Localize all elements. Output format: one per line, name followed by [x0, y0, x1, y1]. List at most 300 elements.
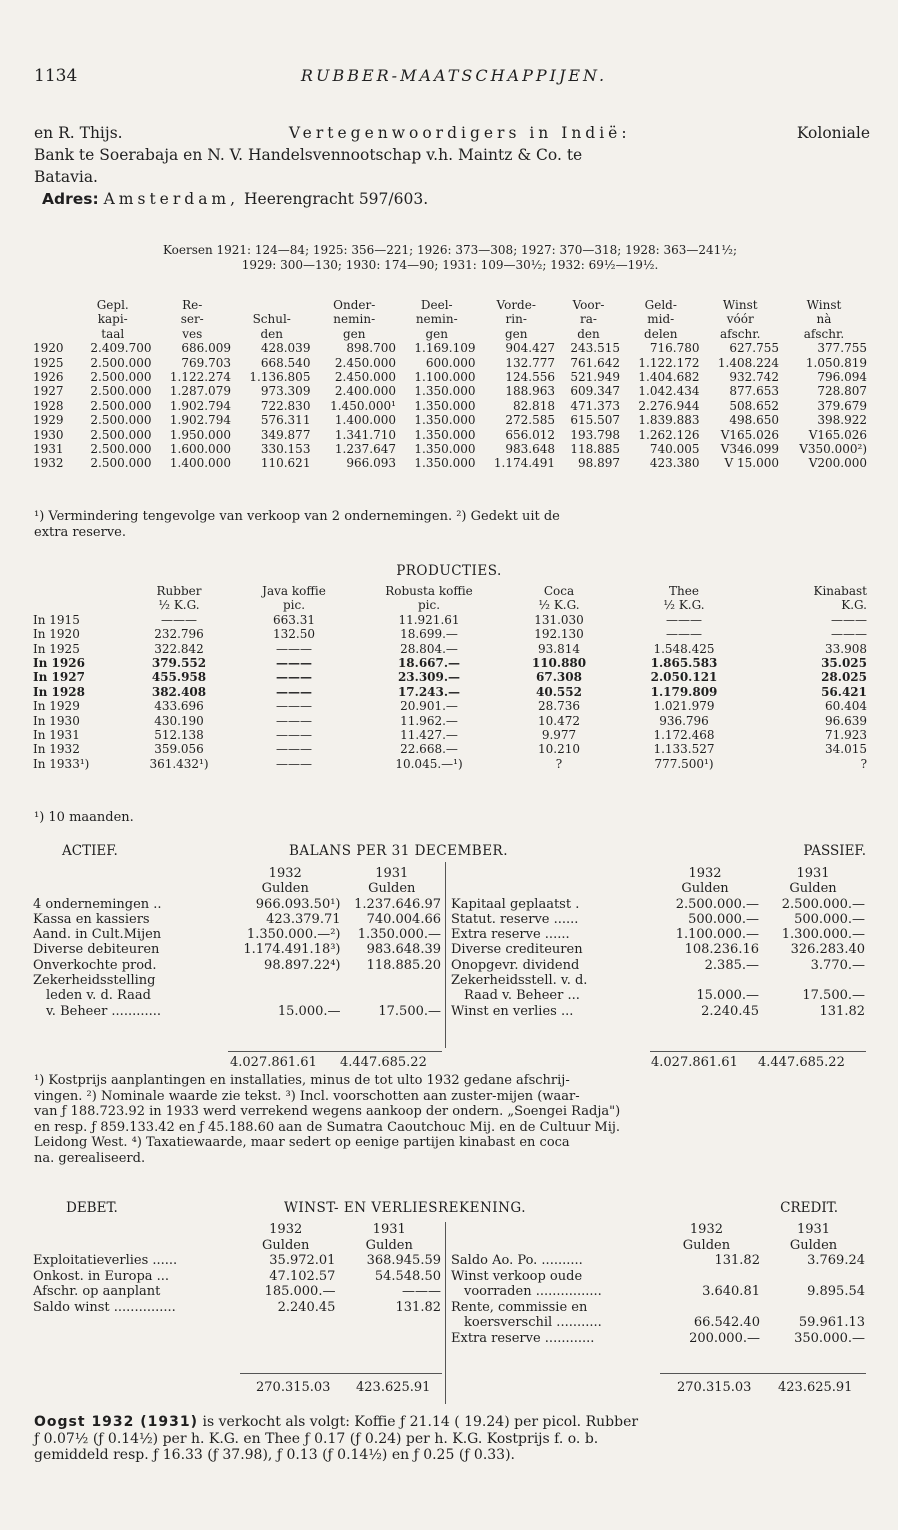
- intro-line1-a: en R. Thijs.: [34, 124, 123, 142]
- productions-cell: 10.210: [538, 742, 580, 757]
- productions-header-cell: ½ K.G.: [158, 598, 200, 613]
- unit-header-blank: [450, 1238, 652, 1254]
- financial-cell: 1.169.109: [414, 341, 476, 356]
- financial-cell: 1930: [33, 427, 64, 442]
- financial-cell: 686.009: [181, 341, 231, 356]
- pl-credit-cell: 131.82: [714, 1253, 760, 1268]
- balance-actief-row: [32, 958, 442, 973]
- financial-cell: 1.400.000: [334, 413, 396, 428]
- productions-cell: 512.138: [154, 728, 204, 743]
- balance-passief-cell: Winst en verlies ...: [451, 1003, 574, 1019]
- balance-passief-row: [450, 942, 866, 957]
- address-label: Adres:: [42, 190, 99, 208]
- balance-actief-cell: 1.350.000.—: [357, 927, 441, 943]
- financial-cell: 1.350.000: [414, 384, 476, 399]
- koersen-line1: Koersen 1921: 124—84; 1925: 356—221; 1926: 373—308; 1927: 370—318; 1928: 363—241½;: [162, 243, 737, 257]
- balance-passief-cell: 2.500.000.—: [781, 896, 865, 912]
- productions-cell: ———: [276, 656, 312, 671]
- pl-debet-row: [32, 1253, 442, 1269]
- balance-actief-cell: leden v. d. Raad: [46, 988, 151, 1004]
- productions-cell: ———: [276, 728, 312, 743]
- balance-actief-cell: Zekerheidsstelling: [33, 973, 156, 989]
- pl-title-row: [34, 1200, 866, 1218]
- balance-passief-cell: 131.82: [819, 1003, 865, 1019]
- harvest-line3: gemiddeld resp. ƒ 16.33 (ƒ 37.98), ƒ 0.13 (ƒ 0.14½) en ƒ 0.25 (ƒ 0.33).: [34, 1447, 516, 1463]
- balance-actief-row: [32, 988, 442, 1003]
- balance-total-rule-left: [228, 1051, 442, 1052]
- pl-debet-cell: Exploitatieverlies ......: [33, 1253, 178, 1268]
- balance-passief-cell: Kapitaal geplaatst .: [451, 896, 580, 912]
- financial-cell: 2.500.000: [90, 398, 152, 413]
- pl-credit-cell: Extra reserve ............: [451, 1330, 595, 1346]
- balance-passief-cell: 326.283.40: [790, 942, 865, 958]
- year-header-row: [450, 1222, 866, 1238]
- financial-cell: 1.050.819: [805, 355, 867, 370]
- productions-cell: In 1915: [33, 612, 80, 627]
- pl-debet-cell: 131.82: [395, 1299, 441, 1315]
- financial-header-row: [32, 298, 868, 312]
- balance-footnotes: [34, 1073, 866, 1166]
- balance-passief-cell: 1.300.000.—: [781, 927, 865, 943]
- productions-header-cell: pic.: [417, 598, 441, 613]
- year-header-row: [450, 866, 866, 881]
- balance-passief-cell: Raad v. Beheer ...: [464, 988, 580, 1004]
- pl-credit-cell: 3.640.81: [702, 1284, 760, 1299]
- productions-header-row: [32, 598, 868, 612]
- balance-actief-table: [32, 866, 442, 1019]
- financial-cell: 1.122.274: [169, 370, 231, 385]
- financial-header-cell: ra-: [580, 312, 597, 327]
- year-header-a: 1932: [689, 1222, 723, 1237]
- balance-passief-cell: [760, 973, 866, 988]
- financial-cell: 1.136.805: [249, 370, 311, 385]
- balance-actief-cell: 740.004.66: [366, 911, 441, 927]
- productions-header-row: [32, 584, 868, 598]
- financial-cell: V 15.000: [724, 456, 779, 471]
- productions-cell: 361.432¹): [149, 756, 209, 771]
- balance-actief-cell: 983.648.39: [366, 942, 441, 958]
- financial-cell: 1.174.491: [493, 456, 555, 471]
- financial-table: [32, 298, 868, 471]
- financial-header-cell: ser-: [180, 312, 204, 327]
- balance-actief-row: [32, 927, 442, 942]
- pl-credit-cell: 59.961.13: [798, 1315, 865, 1330]
- productions-cell: ?: [555, 756, 563, 771]
- productions-row: [32, 627, 868, 641]
- productions-cell: 20.901.—: [400, 699, 458, 714]
- financial-header-cell: den: [577, 326, 600, 341]
- intro-line1-b: Koloniale: [796, 124, 870, 142]
- financial-cell: 1.341.710: [334, 427, 396, 442]
- financial-cell: 1927: [33, 384, 64, 399]
- year-header-row: [32, 1222, 442, 1238]
- productions-cell: ———: [666, 612, 702, 627]
- productions-row: [32, 757, 868, 771]
- productions-cell: ———: [276, 713, 312, 728]
- financial-header-cell: ves: [182, 326, 203, 341]
- unit-header-row: [450, 881, 866, 896]
- financial-header-cell: nà: [816, 312, 832, 327]
- productions-cell: 2.050.121: [650, 670, 718, 685]
- intro-line3: Batavia.: [34, 168, 98, 186]
- productions-header-cell: Robusta koffie: [385, 584, 473, 598]
- financial-cell: V165.026: [720, 427, 779, 442]
- productions-header-cell: ½ K.G.: [663, 598, 705, 613]
- pl-debet-cell: Saldo winst ...............: [33, 1299, 176, 1315]
- productions-cell: 9.977: [541, 728, 577, 743]
- financial-cell: 379.679: [817, 398, 867, 413]
- productions-cell: 33.908: [825, 641, 867, 656]
- balance-actief-cell: 15.000.—: [277, 1003, 341, 1019]
- productions-cell: 10.045.—¹): [395, 756, 463, 771]
- financial-header-cell: Winst: [722, 298, 758, 312]
- productions-row: [32, 714, 868, 728]
- financial-header-cell: Geld-: [644, 298, 677, 312]
- financial-header-cell: [232, 298, 311, 312]
- productions-header-cell: Rubber: [156, 584, 202, 598]
- financial-cell: 740.005: [649, 442, 700, 457]
- running-title: RUBBER-MAATSCHAPPIJEN.: [300, 66, 608, 85]
- pl-debet-cell: Afschr. op aanplant: [33, 1284, 161, 1299]
- financial-header-cell: Voor-: [572, 298, 605, 312]
- balance-passief-row: [450, 1004, 866, 1019]
- balance-actief-cell: 98.897.22⁴): [264, 957, 341, 973]
- balance-passief-cell: 2.385.—: [704, 957, 759, 973]
- pl-divider: [445, 1222, 446, 1404]
- pl-credit-cell: [652, 1300, 761, 1316]
- financial-cell: 508.652: [729, 398, 779, 413]
- balance-actief-cell: 1.174.491.18³): [243, 942, 341, 958]
- passief-label: PASSIEF.: [803, 843, 866, 859]
- financial-cell: 600.000: [425, 355, 476, 370]
- financial-cell: 1.122.172: [638, 355, 700, 370]
- balance-passief-row: [450, 912, 866, 927]
- financial-cell: 1.404.682: [638, 370, 700, 385]
- productions-cell: 96.639: [825, 713, 867, 728]
- balance-passief-cell: Statut. reserve ......: [451, 911, 579, 927]
- productions-cell: ———: [276, 641, 312, 656]
- financial-cell: 1.100.000: [414, 370, 476, 385]
- balance-actief-cell: [229, 973, 342, 988]
- financial-cell: 2.500.000: [90, 427, 152, 442]
- balance-passief-row: [450, 958, 866, 973]
- productions-cell: 382.408: [151, 684, 207, 699]
- balance-passief-cell: 15.000.—: [696, 988, 759, 1004]
- productions-row: [32, 699, 868, 713]
- productions-cell: In 1931: [33, 728, 80, 743]
- financial-cell: 656.012: [505, 427, 555, 442]
- financial-header-cell: taal: [101, 326, 125, 341]
- balance-footnote-line: en resp. ƒ 859.133.42 en ƒ 45.188.60 aan de Sumatra Caoutchouc Mij. en de Cultuur Mij.: [34, 1119, 621, 1135]
- balance-footnote-line: na. gerealiseerd.: [34, 1150, 146, 1166]
- productions-cell: 56.421: [821, 684, 867, 699]
- financial-cell: 521.949: [570, 370, 621, 385]
- productions-cell: 1.172.468: [653, 728, 715, 743]
- pl-credit-cell: Winst verkoop oude: [451, 1268, 583, 1284]
- financial-header-cell: [32, 327, 73, 341]
- balance-passief-cell: 3.770.—: [810, 957, 865, 973]
- pl-credit-row: [450, 1284, 866, 1300]
- productions-cell: 132.50: [273, 627, 315, 642]
- balance-actief-row: [32, 973, 442, 988]
- financial-cell: 1.350.000: [414, 442, 476, 457]
- pl-debet-cell: 185.000.—: [264, 1284, 336, 1299]
- financial-header-cell: rin-: [505, 312, 527, 327]
- page-number: 1134: [34, 66, 78, 86]
- balance-passief-cell: Onopgevr. dividend: [451, 957, 580, 973]
- financial-cell: 2.500.000: [90, 355, 152, 370]
- financial-cell: 2.500.000: [90, 456, 152, 471]
- productions-cell: 10.472: [538, 713, 580, 728]
- debet-label: DEBET.: [66, 1200, 118, 1216]
- financial-cell: 898.700: [346, 341, 396, 356]
- productions-cell: 11.921.61: [398, 612, 460, 627]
- financial-cell: 471.373: [570, 398, 621, 413]
- pl-debet-row: [32, 1269, 442, 1285]
- unit-header-b: Gulden: [789, 1237, 838, 1253]
- pl-debet-cell: ———: [402, 1284, 441, 1299]
- financial-cell: 2.409.700: [90, 341, 152, 356]
- productions-cell: 67.308: [536, 670, 582, 685]
- financial-row: [32, 428, 868, 442]
- productions-cell: 40.552: [536, 684, 582, 699]
- financial-header-row: [32, 327, 868, 341]
- financial-cell: 973.309: [260, 384, 311, 399]
- financial-cell: 1.350.000: [414, 398, 476, 413]
- financial-cell: 1.237.647: [334, 442, 396, 457]
- balance-actief-cell: Aand. in Cult.Mijen: [33, 927, 162, 943]
- productions-cell: ———: [276, 699, 312, 714]
- financial-cell: 1932: [33, 456, 64, 471]
- koersen: [34, 243, 866, 273]
- balance-divider: [445, 862, 446, 1048]
- financial-header-cell: nemin-: [415, 312, 458, 327]
- unit-header-a: Gulden: [682, 1237, 731, 1253]
- productions-cell: 1.133.527: [653, 742, 715, 757]
- balance-footnote-line: van ƒ 188.723.92 in 1933 werd verrekend wegens aankoop der ondern. „Soengei Radja"): [34, 1104, 621, 1119]
- financial-row: [32, 341, 868, 355]
- financial-cell: V350.000²): [799, 442, 867, 457]
- financial-cell: 1.400.000: [169, 456, 231, 471]
- balance-total-actief-b: 4.447.685.22: [340, 1055, 427, 1070]
- productions-header-cell: Thee: [669, 584, 699, 598]
- financial-header-cell: Onder-: [333, 298, 376, 312]
- pl-total-rule-left: [240, 1373, 442, 1374]
- productions-cell: 23.309.—: [397, 670, 461, 685]
- balance-passief-cell: [650, 973, 760, 988]
- pl-credit-row: [450, 1331, 866, 1347]
- pl-total-rule-right: [660, 1373, 866, 1374]
- financial-cell: V200.000: [808, 456, 867, 471]
- pl-credit-cell: [761, 1269, 866, 1285]
- balance-total-rule-right: [650, 1051, 866, 1052]
- financial-cell: 1.408.224: [717, 355, 779, 370]
- productions-header-cell: K.G.: [841, 598, 867, 613]
- financial-cell: 966.093: [346, 456, 396, 471]
- balance-actief-cell: 118.885.20: [366, 957, 441, 973]
- year-header-a: 1932: [688, 866, 722, 881]
- financial-cell: 423.380: [649, 456, 700, 471]
- financial-cell: 722.830: [260, 398, 311, 413]
- unit-header-blank: [32, 1238, 235, 1254]
- financial-header-cell: [32, 312, 73, 326]
- balance-passief-cell: 108.236.16: [684, 942, 759, 958]
- page-header: [34, 66, 874, 90]
- financial-cell: 82.818: [512, 398, 555, 413]
- financial-header-cell: Schul-: [252, 312, 291, 327]
- productions-cell: 1.548.425: [653, 641, 715, 656]
- productions-cell: 1.865.583: [650, 656, 718, 671]
- intro-line2: Bank te Soerabaja en N. V. Handelsvennootschap v.h. Maintz & Co. te: [34, 146, 583, 164]
- productions-cell: 359.056: [154, 742, 204, 757]
- financial-header-cell: nemin-: [333, 312, 376, 327]
- financial-cell: 1931: [33, 442, 64, 457]
- financial-header-cell: Gepl.: [96, 298, 129, 312]
- financial-header-row: [32, 312, 868, 326]
- financial-cell: 243.515: [570, 341, 621, 356]
- year-header-b: 1931: [375, 866, 409, 881]
- financial-cell: V165.026: [808, 427, 867, 442]
- productions-cell: In 1927: [33, 670, 85, 685]
- balance-actief-cell: 4 ondernemingen ..: [33, 896, 162, 912]
- financial-row: [32, 399, 868, 413]
- harvest-label: Oogst 1932 (1931): [34, 1414, 199, 1430]
- productions-header-cell: Kinabast: [813, 584, 867, 598]
- productions-cell: ———: [831, 612, 867, 627]
- balance-title: BALANS PER 31 DECEMBER.: [289, 843, 509, 859]
- productions-cell: 430.190: [154, 713, 204, 728]
- financial-cell: 2.450.000: [334, 355, 396, 370]
- harvest-line2: ƒ 0.07½ (ƒ 0.14½) per h. K.G. en Thee ƒ 0.17 (ƒ 0.24) per h. K.G. Kostprijs f. o. b.: [34, 1430, 599, 1447]
- productions-row: [32, 685, 868, 699]
- financial-cell: 428.039: [260, 341, 311, 356]
- balance-footnote-line: Leidong West. ⁴) Taxatiewaarde, maar sedert op eenige partijen kinabast en coca: [34, 1135, 570, 1150]
- credit-label: CREDIT.: [780, 1200, 838, 1216]
- financial-cell: 1.950.000: [169, 427, 231, 442]
- financial-cell: 1926: [33, 370, 64, 385]
- pl-credit-row: [450, 1269, 866, 1285]
- financial-cell: 498.650: [729, 413, 779, 428]
- pl-debet-table: [32, 1222, 442, 1315]
- financial-row: [32, 442, 868, 456]
- balance-actief-cell: v. Beheer ............: [46, 1003, 162, 1019]
- financial-header-cell: afschr.: [803, 326, 845, 341]
- financial-header-cell: gen: [504, 326, 528, 341]
- pl-total-debet-b: 423.625.91: [356, 1380, 431, 1395]
- balance-passief-cell: 500.000.—: [794, 911, 865, 927]
- productions-cell: 663.31: [273, 612, 315, 627]
- financial-header-cell: Vorde-: [496, 298, 536, 312]
- financial-cell: 761.642: [570, 355, 621, 370]
- productions-cell: 433.696: [154, 699, 204, 714]
- financial-cell: 1.350.000: [414, 456, 476, 471]
- financial-header-cell: den: [260, 326, 283, 341]
- productions-cell: 322.842: [154, 641, 204, 656]
- productions-cell: 28.736: [538, 699, 580, 714]
- financial-cell: 627.755: [729, 341, 779, 356]
- productions-header-cell: [32, 598, 124, 612]
- financial-header-cell: afschr.: [720, 326, 761, 341]
- productions-table: [32, 584, 868, 771]
- pl-debet-cell: Onkost. in Europa ...: [33, 1268, 170, 1284]
- productions-row: [32, 742, 868, 756]
- financial-cell: 932.742: [729, 370, 779, 385]
- productions-cell: 34.015: [825, 742, 867, 757]
- productions-cell: In 1933¹): [33, 756, 90, 771]
- financial-cell: 1.350.000: [414, 427, 476, 442]
- koersen-line2: 1929: 300—130; 1930: 174—90; 1931: 109—30½; 1932: 69½—19½.: [241, 258, 659, 272]
- productions-cell: 192.130: [534, 627, 584, 642]
- balance-passief-row: [450, 973, 866, 988]
- address-city: Amsterdam,: [103, 190, 240, 208]
- productions-row: [32, 656, 868, 670]
- pl-debet-row: [32, 1300, 442, 1316]
- pl-debet-cell: 54.548.50: [374, 1268, 441, 1284]
- financial-cell: 615.507: [570, 413, 621, 428]
- financial-cell: 2.450.000: [334, 370, 396, 385]
- productions-row: [32, 642, 868, 656]
- balance-actief-cell: 1.350.000.—²): [246, 927, 341, 943]
- balance-passief-cell: Diverse crediteuren: [451, 942, 583, 958]
- financial-row: [32, 413, 868, 427]
- pl-credit-cell: 350.000.—: [794, 1330, 865, 1346]
- balance-actief-cell: Kassa en kassiers: [33, 911, 150, 927]
- balance-actief-cell: 17.500.—: [378, 1003, 441, 1019]
- financial-cell: 110.621: [260, 456, 311, 471]
- year-header-b: 1931: [796, 866, 830, 881]
- pl-credit-row: [450, 1315, 866, 1331]
- pl-debet-cell: 47.102.57: [269, 1268, 336, 1284]
- financial-cell: 1928: [33, 398, 64, 413]
- financial-row: [32, 384, 868, 398]
- balance-totals: [34, 1055, 866, 1071]
- balance-passief-cell: Extra reserve ......: [451, 927, 570, 943]
- financial-cell: 330.153: [260, 442, 311, 457]
- balance-passief-cell: Zekerheidsstell. v. d.: [451, 973, 588, 989]
- productions-footnote: ¹) 10 maanden.: [34, 810, 134, 825]
- unit-header-b: Gulden: [368, 881, 416, 897]
- financial-header-cell: delen: [644, 326, 678, 341]
- balance-actief-row: [32, 942, 442, 957]
- financial-cell: 877.653: [729, 384, 779, 399]
- balance-title-row: [34, 843, 866, 861]
- balance-passief-cell: 500.000.—: [688, 911, 759, 927]
- balance-footnote-line: ¹) Kostprijs aanplantingen en installaties, minus de tot ulto 1932 gedane afschrij-: [34, 1073, 570, 1088]
- year-header-b: 1931: [372, 1222, 406, 1237]
- pl-credit-cell: [761, 1300, 866, 1316]
- productions-cell: ———: [276, 684, 312, 699]
- balance-actief-cell: 966.093.50¹): [255, 896, 341, 912]
- address-street: Heerengracht 597/603.: [244, 190, 429, 208]
- actief-label: ACTIEF.: [62, 843, 118, 859]
- year-header-blank: [32, 1222, 235, 1238]
- financial-header-cell: kapi-: [97, 312, 128, 327]
- productions-cell: In 1930: [33, 713, 80, 728]
- pl-credit-cell: 3.769.24: [807, 1253, 865, 1268]
- productions-title: PRODUCTIES.: [396, 563, 502, 579]
- financial-row: [32, 456, 868, 470]
- productions-cell: 936.796: [659, 713, 709, 728]
- financial-header-cell: [32, 298, 73, 312]
- productions-cell: ———: [276, 670, 312, 685]
- harvest-line1: is verkocht als volgt: Koffie ƒ 21.14 ( 19.24) per picol. Rubber: [202, 1414, 639, 1430]
- pl-credit-cell: 200.000.—: [689, 1330, 760, 1346]
- financial-cell: 1.839.883: [638, 413, 700, 428]
- balance-actief-cell: [229, 988, 342, 1003]
- productions-cell: 110.880: [531, 656, 587, 671]
- productions-header-cell: ½ K.G.: [538, 598, 580, 613]
- balance-passief-table: [450, 866, 866, 1019]
